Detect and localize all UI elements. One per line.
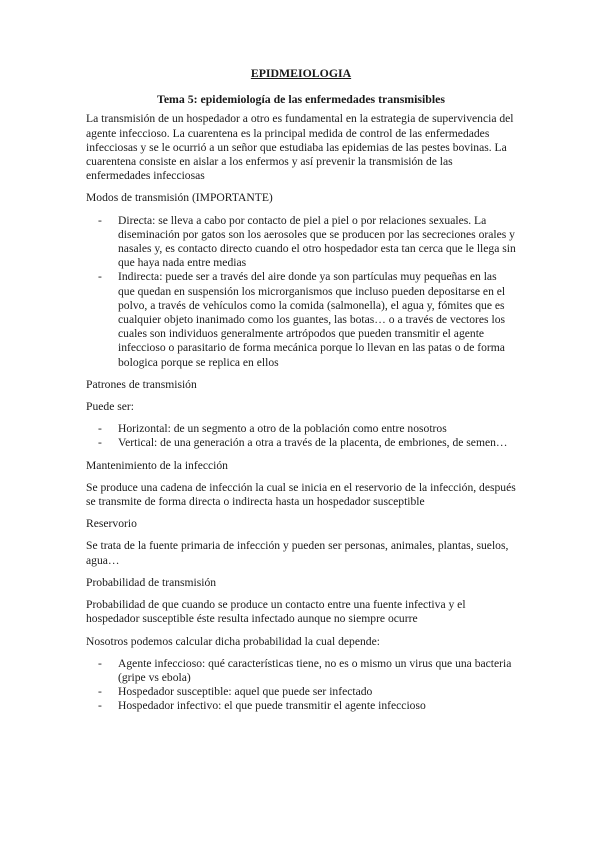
document-title: EPIDMEIOLOGIA xyxy=(250,66,352,80)
dash-bullet: - xyxy=(98,436,102,450)
intro-paragraph: La transmisión de un hospedador a otro es fundamental en la estrategia de supervivencia del agente infeccioso. La cuarentena es la principal medida de control de las enfermedades infecciosas y se le ocurrió a un señor que estudiaba las epidemias de las pestes bovinas. La cuarentena consiste en aislar a los enfermos y así prevenir la transmisión de las enfermedades infecciosas xyxy=(86,112,514,183)
reservorio-heading: Reservorio xyxy=(86,517,137,531)
list-item-text: Hospedador infectivo: el que puede transmitir el agente infeccioso xyxy=(118,699,426,713)
dash-bullet: - xyxy=(98,699,102,713)
probabilidad-list xyxy=(86,657,516,714)
dash-bullet: - xyxy=(98,213,102,227)
modos-heading: Modos de transmisión (IMPORTANTE) xyxy=(86,191,273,205)
list-item xyxy=(98,656,516,685)
reservorio-paragraph: Se trata de la fuente primaria de infección y pueden ser personas, animales, plantas, suelos, agua… xyxy=(86,539,509,567)
patrones-lead: Puede ser: xyxy=(86,400,134,414)
list-item xyxy=(98,270,516,369)
dash-bullet: - xyxy=(98,685,102,699)
modos-list xyxy=(86,214,516,370)
mantenimiento-paragraph: Se produce una cadena de infección la cual se inicia en el reservorio de la infección, después se transmite de forma directa o indirecta hasta un hospedador susceptible xyxy=(86,480,516,509)
dash-bullet: - xyxy=(98,270,102,284)
dash-bullet: - xyxy=(98,656,102,670)
list-item-text: Directa: se lleva a cabo por contacto de piel a piel o por relaciones sexuales. La diseminación por gatos son los aerosoles que se producen por las secreciones orales y nasales y, es contacto directo cuando el otro hospedador esta tan cerca que le llega sin que haya nada entre medias xyxy=(118,213,516,270)
list-item xyxy=(98,436,516,450)
list-item-text: Vertical: de una generación a otra a través de la placenta, de embriones, de semen… xyxy=(118,436,508,450)
list-item xyxy=(98,213,516,271)
probabilidad-lead: Nosotros podemos calcular dicha probabilidad la cual depende: xyxy=(86,634,380,648)
probabilidad-heading: Probabilidad de transmisión xyxy=(86,575,217,589)
list-item-text: Indirecta: puede ser a través del aire donde ya son partículas muy pequeñas en las que quedan en suspensión los microrganismos que incluso pueden depositarse en el polvo, a través de vehículos como la comida (salmonella), el agua y, fómites que es cualquier objeto inanimado como los guantes, las botas… o a través de vectores los cuales son individuos generalmente artrópodos que pueden transmitir el agente infeccioso o parasitario de forma mecánica porque lo llevan en las patas o de forma bologica porque se replica en ellos xyxy=(118,270,506,369)
mantenimiento-heading: Mantenimiento de la infección xyxy=(86,458,228,472)
list-item-text: Hospedador susceptible: aquel que puede ser infectado xyxy=(118,685,373,699)
list-item-text: Agente infeccioso: qué características tiene, no es o mismo un virus que una bacteria (gripe vs ebola) xyxy=(118,656,512,684)
list-item xyxy=(98,685,516,699)
list-item xyxy=(98,422,516,436)
patrones-list xyxy=(86,422,516,450)
document-page xyxy=(86,66,516,722)
patrones-heading: Patrones de transmisión xyxy=(86,377,197,391)
list-item xyxy=(98,699,516,713)
document-subtitle: Tema 5: epidemiología de las enfermedades transmisibles xyxy=(157,92,445,107)
list-item-text: Horizontal: de un segmento a otro de la población como entre nosotros xyxy=(118,422,447,436)
dash-bullet: - xyxy=(98,422,102,436)
probabilidad-paragraph: Probabilidad de que cuando se produce un contacto entre una fuente infectiva y el hospedador susceptible éste resulta infectado aunque no siempre ocurre xyxy=(86,598,466,626)
